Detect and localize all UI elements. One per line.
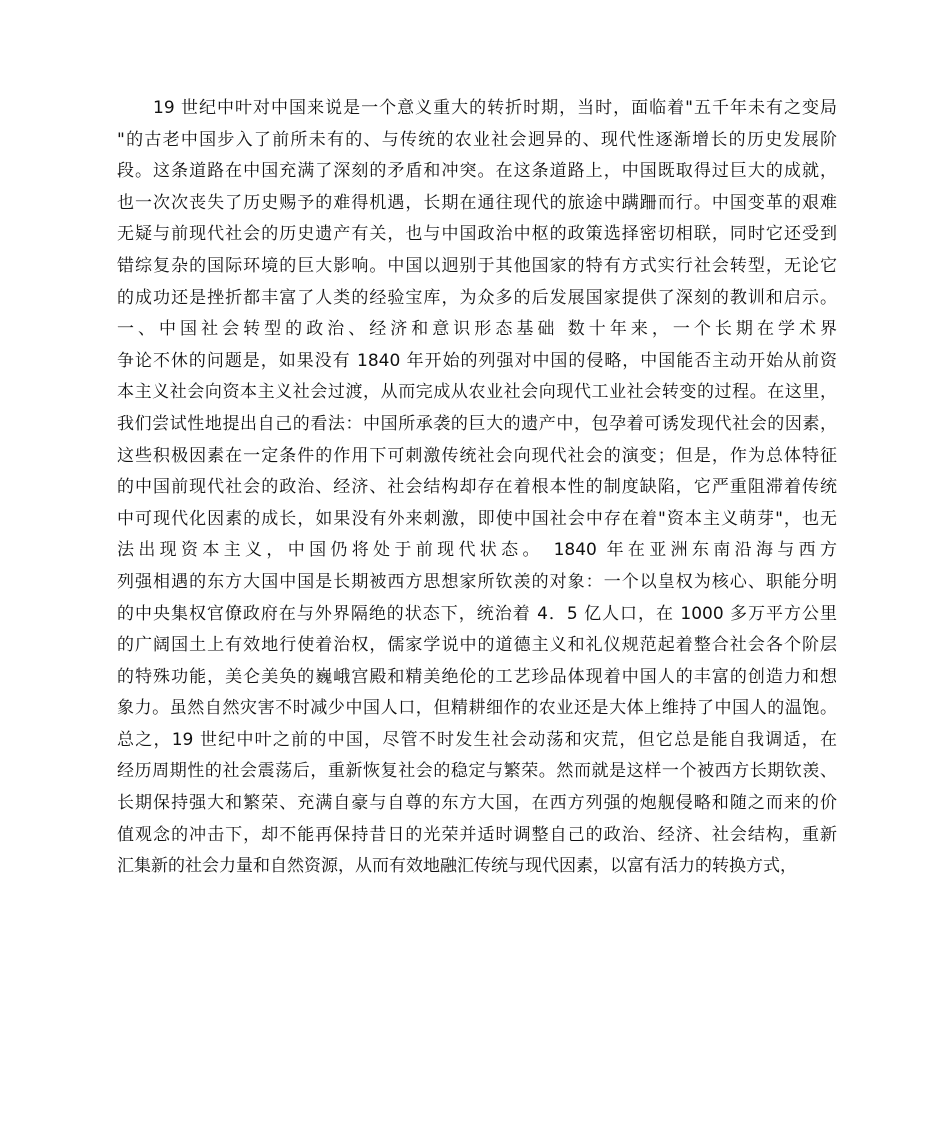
text-line: 争论不休的问题是，如果没有 1840 年开始的列强对中国的侵略，中国能否主动开始从前资 — [117, 350, 837, 371]
text-line: 本主义社会向资本主义社会过渡，从而完成从农业社会向现代工业社会转变的过程。在这里， — [117, 382, 837, 403]
text-line: 的中央集权官僚政府在与外界隔绝的状态下，统治着 4．5 亿人口，在 1000 多万平方公里 — [117, 603, 837, 624]
text-line: 象力。虽然自然灾害不时减少中国人口，但精耕细作的农业还是大体上维持了中国人的温饱。 — [117, 698, 837, 719]
body-text — [117, 93, 837, 883]
text-line: 中可现代化因素的成长，如果没有外来刺激，即使中国社会中存在着"资本主义萌芽"，也无 — [117, 508, 837, 529]
text-line: 段。这条道路在中国充满了深刻的矛盾和冲突。在这条道路上，中国既取得过巨大的成就， — [117, 161, 837, 182]
text-line: 也一次次丧失了历史赐予的难得机遇，长期在通往现代的旅途中蹒跚而行。中国变革的艰难 — [117, 192, 837, 213]
text-line: 值观念的冲击下，却不能再保持昔日的光荣并适时调整自己的政治、经济、社会结构，重新 — [117, 824, 837, 845]
text-line: 法出现资本主义，中国仍将处于前现代状态。 1840 年在亚洲东南沿海与西方 — [117, 540, 837, 561]
text-line: 总之，19 世纪中叶之前的中国，尽管不时发生社会动荡和灾荒，但它总是能自我调适，在 — [117, 729, 837, 750]
text-line: 经历周期性的社会震荡后，重新恢复社会的稳定与繁荣。然而就是这样一个被西方长期钦羡、 — [117, 761, 837, 782]
text-line: 列强相遇的东方大国中国是长期被西方思想家所钦羡的对象：一个以皇权为核心、职能分明 — [117, 571, 837, 592]
text-line: 一、中国社会转型的政治、经济和意识形态基础 数十年来，一个长期在学术界 — [117, 319, 837, 340]
text-line: 汇集新的社会力量和自然资源，从而有效地融汇传统与现代因素，以富有活力的转换方式， — [117, 856, 797, 877]
text-line: 的成功还是挫折都丰富了人类的经验宝库，为众多的后发展国家提供了深刻的教训和启示。 — [117, 287, 837, 308]
text-line: 错综复杂的国际环境的巨大影响。中国以迥别于其他国家的特有方式实行社会转型，无论它 — [117, 255, 837, 276]
text-line: 这些积极因素在一定条件的作用下可刺激传统社会向现代社会的演变；但是，作为总体特征 — [117, 445, 837, 466]
text-line: 我们尝试性地提出自己的看法：中国所承袭的巨大的遗产中，包孕着可诱发现代社会的因素， — [117, 413, 837, 434]
text-line: 长期保持强大和繁荣、充满自豪与自尊的东方大国，在西方列强的炮舰侵略和随之而来的价 — [117, 793, 837, 814]
text-line: 19 世纪中叶对中国来说是一个意义重大的转折时期，当时，面临着"五千年未有之变局 — [153, 98, 837, 118]
text-line: 的广阔国土上有效地行使着治权，儒家学说中的道德主义和礼仪规范起着整合社会各个阶层 — [117, 635, 837, 656]
text-line: "的古老中国步入了前所未有的、与传统的农业社会迥异的、现代性逐渐增长的历史发展阶 — [117, 129, 837, 150]
text-line: 的中国前现代社会的政治、经济、社会结构却存在着根本性的制度缺陷，它严重阻滞着传统 — [117, 477, 837, 498]
text-line: 的特殊功能，美仑美奂的巍峨宫殿和精美绝伦的工艺珍品体现着中国人的丰富的创造力和想 — [117, 666, 837, 687]
text-line: 无疑与前现代社会的历史遗产有关，也与中国政治中枢的政策选择密切相联，同时它还受到 — [117, 224, 837, 245]
